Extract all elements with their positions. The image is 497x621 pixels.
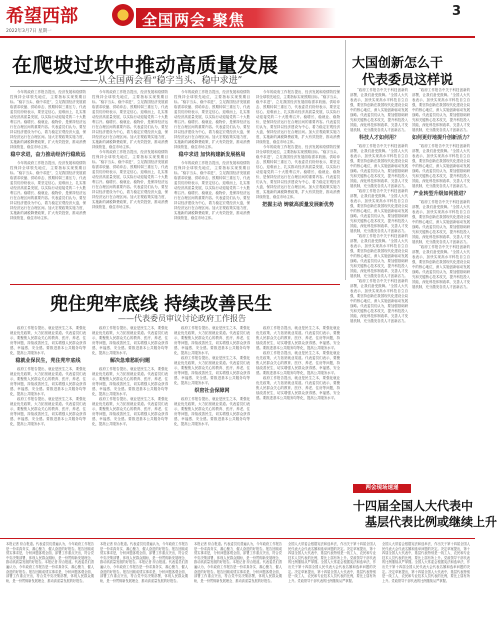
side-subhead-1: 科技人才如何用？ xyxy=(358,135,399,141)
section-title: 全国两会·聚焦 xyxy=(142,11,245,29)
second-subhead-2: 解决急难愁盼问题 xyxy=(109,358,150,364)
column-divider xyxy=(345,40,346,280)
second-subhead-1: 稳就业保民生，兜住兜牢底线 xyxy=(15,358,81,364)
lead-column-4: 今年的政府工作报告提出，经济发展和疫情防控保持全球领先地位，主要指标实现预期目标。“稳字当头、稳中求进”，立足我国经济发展面临需求收缩、供给冲击、预期转弱三重压力，代表委员们纷纷表示，要坚定信心、迎难而上，扎实推动经济高质量发展，以实际行动迎接党的二十大胜利召开。稳增长、稳就业、稳物价，是保持经济运行在合理区间的重要内容。代表委员们认为，要坚持以经济建设为中心，着力稳定宏观经济大盘，保持经济运行在合理区间。加大宏观政策实施力度，实施新的减税降费政策，扩大有效投资，推动消费持续恢复，稳住市场主体。 今年的政府工作报告提出，经济发展和疫情防控保持全球领先地位，主要指标实现预期目标。“稳字当头、稳中求进”，立足我国经济发展面临需求收缩、供给冲击、预期转弱三重压力，代表委员们纷纷表示，要坚定信心、迎难而上，扎实推动经济高质量发展，以实际行动迎接党的二十大胜利召开。稳增长、稳就业、稳物价，是保持经济运行在合理区间的重要内容。代表委员们认为，要坚持以经济建设为中心，着力稳定宏观经济大盘，保持经济运行在合理区间。加大宏观政策实施力度，实施新的减税降费政策，扩大有效投资，推动消费持续恢复，稳住市场主体。 把握主动 铸就高质量发展新优势 xyxy=(256,90,340,208)
side-subhead-3: 产业转型升级如何推进？ xyxy=(413,191,469,197)
side-headline-line1: 大国创新怎么干 xyxy=(352,56,444,71)
lower-column-5: 全国人大常委会根据宪法和选举法，作出关于第十四届全国人民代表大会代表名额和选举问题的决定。决定草案提出，第十四届全国人大代表中，基层代表特别是一线工人、农民和专业技术人员代表的比例，要比上届有所上升。党政领导干部代表的比例继续从严掌握。全国人大常委会根据宪法和选举法，作出关于第十四届全国人民代表大会代表名额和选举问题的决定。决定草案提出，第十四届全国人大代表中，基层代表特别是一线工人、农民和专业技术人员代表的比例，要比上届有所上升。党政领导干部代表的比例继续从严掌握。 xyxy=(382,542,471,583)
lead-subhead-2: 稳中求进 加快构建新发展格局 xyxy=(178,152,246,158)
section-divider xyxy=(10,284,340,285)
lower-column-1: 本报记者 综合报道。代表委员们普遍认为，今年政府工作报告是一份求真务实、凝心聚力、催人奋进的好报告。报告回顾成绩实事求是，分析问题客观全面，部署工作重点突出，符合党中央决策部署，体现人民群众期盼，是一份贯彻新发展理念、推动高质量发展的好报告。本报记者 综合报道。代表委员们普遍认为，今年政府工作报告是一份求真务实、凝心聚力、催人奋进的好报告。报告回顾成绩实事求是，分析问题客观全面，部署工作重点突出，符合党中央决策部署，体现人民群众期盼，是一份贯彻新发展理念、推动高质量发展的好报告。 xyxy=(6,542,95,583)
lower-column-4: 全国人大常委会根据宪法和选举法，作出关于第十四届全国人民代表大会代表名额和选举问题的决定。决定草案提出，第十四届全国人大代表中，基层代表特别是一线工人、农民和专业技术人员代表的比例，要比上届有所上升。党政领导干部代表的比例继续从严掌握。全国人大常委会根据宪法和选举法，作出关于第十四届全国人民代表大会代表名额和选举问题的决定。决定草案提出，第十四届全国人大代表中，基层代表特别是一线工人、农民和专业技术人员代表的比例，要比上届有所上升。党政领导干部代表的比例继续从严掌握。 xyxy=(288,542,377,583)
emblem-icon xyxy=(112,4,134,26)
lead-column-1: 今年的政府工作报告提出，经济发展和疫情防控保持全球领先地位，主要指标实现预期目标。“稳字当头、稳中求进”，立足我国经济发展面临需求收缩、供给冲击、预期转弱三重压力，代表委员们纷纷表示，要坚定信心、迎难而上，扎实推动经济高质量发展，以实际行动迎接党的二十大胜利召开。稳增长、稳就业、稳物价，是保持经济运行在合理区间的重要内容。代表委员们认为，要坚持以经济建设为中心，着力稳定宏观经济大盘，保持经济运行在合理区间。加大宏观政策实施力度，实施新的减税降费政策，扩大有效投资，推动消费持续恢复，稳住市场主体。 稳中求进，奋力推动经济行稳致远 今年的政府工作报告提出，经济发展和疫情防控保持全球领先地位，主要指标实现预期目标。“稳字当头、稳中求进”，立足我国经济发展面临需求收缩、供给冲击、预期转弱三重压力，代表委员们纷纷表示，要坚定信心、迎难而上，扎实推动经济高质量发展，以实际行动迎接党的二十大胜利召开。稳增长、稳就业、稳物价，是保持经济运行在合理区间的重要内容。代表委员们认为，要坚持以经济建设为中心，着力稳定宏观经济大盘，保持经济运行在合理区间。加大宏观政策实施力度，实施新的减税降费政策，扩大有效投资，推动消费持续恢复，稳住市场主体。 xyxy=(10,90,86,220)
newspaper-logo: 希望西部 xyxy=(6,6,78,27)
masthead-rule xyxy=(0,36,475,38)
news-brief-badge: 两会现场速递 xyxy=(353,484,411,493)
second-column-1: 政府工作报告提出，就业是民生之本，要强化就业优先政策，大力拓宽就业渠道。代表委员们表示，要聚焦人民群众关心的教育、医疗、养老、住房等问题，持续改善民生，切实增强人民群众获得感、幸福感、安全感。要推进基本公共服务均等化，提高公共服务水平。 稳就业保民生，兜住兜牢底线 政府工作报告提出，就业是民生之本，要强化就业优先政策，大力拓宽就业渠道。代表委员们表示，要聚焦人民群众关心的教育、医疗、养老、住房等问题，持续改善民生，切实增强人民群众获得感、幸福感、安全感。要推进基本公共服务均等化，提高公共服务水平。 政府工作报告提出，就业是民生之本，要强化就业优先政策，大力拓宽就业渠道。代表委员们表示，要聚焦人民群众关心的教育、医疗、养老、住房等问题，持续改善民生，切实增强人民群众获得感、幸福感、安全感。要推进基本公共服务均等化，提高公共服务水平。 xyxy=(10,326,86,426)
lower-column-3: 本报记者 综合报道。代表委员们普遍认为，今年政府工作报告是一份求真务实、凝心聚力、催人奋进的好报告。报告回顾成绩实事求是，分析问题客观全面，部署工作重点突出，符合党中央决策部署，体现人民群众期盼，是一份贯彻新发展理念、推动高质量发展的好报告。本报记者 综合报道。代表委员们普遍认为，今年政府工作报告是一份求真务实、凝心聚力、催人奋进的好报告。报告回顾成绩实事求是，分析问题客观全面，部署工作重点突出，符合党中央决策部署，体现人民群众期盼，是一份贯彻新发展理念、推动高质量发展的好报告。 xyxy=(194,542,283,583)
lead-subhead-3: 把握主动 铸就高质量发展新优势 xyxy=(262,202,334,208)
second-headline: 兜住兜牢底线 持续改善民生 xyxy=(50,294,273,315)
dateline: 2022年3月7日 星期一 xyxy=(6,29,52,34)
side-headline-line2: 代表委员这样说 xyxy=(362,73,454,88)
side-subhead-2: 如何更好地提升创新活力？ xyxy=(412,135,473,141)
second-column-4: 政府工作报告提出，就业是民生之本，要强化就业优先政策，大力拓宽就业渠道。代表委员们表示，要聚焦人民群众关心的教育、医疗、养老、住房等问题，持续改善民生，切实增强人民群众获得感、幸福感、安全感。要推进基本公共服务均等化，提高公共服务水平。 政府工作报告提出，就业是民生之本，要强化就业优先政策，大力拓宽就业渠道。代表委员们表示，要聚焦人民群众关心的教育、医疗、养老、住房等问题，持续改善民生，切实增强人民群众获得感、幸福感、安全感。要推进基本公共服务均等化，提高公共服务水平。 政府工作报告提出，就业是民生之本，要强化就业优先政策，大力拓宽就业渠道。代表委员们表示，要聚焦人民群众关心的教育、医疗、养老、住房等问题，持续改善民生，切实增强人民群众获得感、幸福感、安全感。要推进基本公共服务均等化，提高公共服务水平。 xyxy=(256,326,340,400)
side-column-1: “政府工作报告中关于科技创新的部署，让我们备受鼓舞。”全国人大代表表示，加快实现高水平科技自立自强，要坚持创新在我国现代化建设全局中的核心地位，深入实施创新驱动发展战略。代表委员们认为，要加强基础研究和关键核心技术攻关，提升科技投入效能，深化科技体制改革，完善人才发展机制，充分激发各类人才创新活力。 科技人才如何用？ “政府工作报告中关于科技创新的部署，让我们备受鼓舞。”全国人大代表表示，加快实现高水平科技自立自强，要坚持创新在我国现代化建设全局中的核心地位，深入实施创新驱动发展战略。代表委员们认为，要加强基础研究和关键核心技术攻关，提升科技投入效能，深化科技体制改革，完善人才发展机制，充分激发各类人才创新活力。 “政府工作报告中关于科技创新的部署，让我们备受鼓舞。”全国人大代表表示，加快实现高水平科技自立自强，要坚持创新在我国现代化建设全局中的核心地位，深入实施创新驱动发展战略。代表委员们认为，要加强基础研究和关键核心技术攻关，提升科技投入效能，深化科技体制改革，完善人才发展机制，充分激发各类人才创新活力。 “政府工作报告中关于科技创新的部署，让我们备受鼓舞。”全国人大代表表示，加快实现高水平科技自立自强，要坚持创新在我国现代化建设全局中的核心地位，深入实施创新驱动发展战略。代表委员们认为，要加强基础研究和关键核心技术攻关，提升科技投入效能，深化科技体制改革，完善人才发展机制，充分激发各类人才创新活力。 “政府工作报告中关于科技创新的部署，让我们备受鼓舞。”全国人大代表表示，加快实现高水平科技自立自强，要坚持创新在我国现代化建设全局中的核心地位，深入实施创新驱动发展战略。代表委员们认为，要加强基础研究和关键核心技术攻关，提升科技投入效能，深化科技体制改革，完善人才发展机制，充分激发各类人才创新活力。 xyxy=(350,88,408,323)
divider xyxy=(10,86,340,87)
second-column-2: 政府工作报告提出，就业是民生之本，要强化就业优先政策，大力拓宽就业渠道。代表委员们表示，要聚焦人民群众关心的教育、医疗、养老、住房等问题，持续改善民生，切实增强人民群众获得感、幸福感、安全感。要推进基本公共服务均等化，提高公共服务水平。 解决急难愁盼问题 政府工作报告提出，就业是民生之本，要强化就业优先政策，大力拓宽就业渠道。代表委员们表示，要聚焦人民群众关心的教育、医疗、养老、住房等问题，持续改善民生，切实增强人民群众获得感、幸福感、安全感。要推进基本公共服务均等化，提高公共服务水平。 政府工作报告提出，就业是民生之本，要强化就业优先政策，大力拓宽就业渠道。代表委员们表示，要聚焦人民群众关心的教育、医疗、养老、住房等问题，持续改善民生，切实增强人民群众获得感、幸福感、安全感。要推进基本公共服务均等化，提高公共服务水平。 xyxy=(92,326,168,426)
lead-subhead-1: 稳中求进，奋力推动经济行稳致远 xyxy=(10,152,86,158)
lower-column-2: 本报记者 综合报道。代表委员们普遍认为，今年政府工作报告是一份求真务实、凝心聚力、催人奋进的好报告。报告回顾成绩实事求是，分析问题客观全面，部署工作重点突出，符合党中央决策部署，体现人民群众期盼，是一份贯彻新发展理念、推动高质量发展的好报告。本报记者 综合报道。代表委员们普遍认为，今年政府工作报告是一份求真务实、凝心聚力、催人奋进的好报告。报告回顾成绩实事求是，分析问题客观全面，部署工作重点突出，符合党中央决策部署，体现人民群众期盼，是一份贯彻新发展理念、推动高质量发展的好报告。 xyxy=(100,542,189,583)
second-subheadline: ——代表委员审议讨论政府工作报告 xyxy=(118,314,246,323)
news-brief-headline-line2: 基层代表比例或继续上升 xyxy=(365,515,497,529)
news-brief-headline-line1: 十四届全国人大代表中 xyxy=(353,499,474,513)
lead-column-3: 今年的政府工作报告提出，经济发展和疫情防控保持全球领先地位，主要指标实现预期目标。“稳字当头、稳中求进”，立足我国经济发展面临需求收缩、供给冲击、预期转弱三重压力，代表委员们纷纷表示，要坚定信心、迎难而上，扎实推动经济高质量发展，以实际行动迎接党的二十大胜利召开。稳增长、稳就业、稳物价，是保持经济运行在合理区间的重要内容。代表委员们认为，要坚持以经济建设为中心，着力稳定宏观经济大盘，保持经济运行在合理区间。加大宏观政策实施力度，实施新的减税降费政策，扩大有效投资，推动消费持续恢复，稳住市场主体。 稳中求进 加快构建新发展格局 今年的政府工作报告提出，经济发展和疫情防控保持全球领先地位，主要指标实现预期目标。“稳字当头、稳中求进”，立足我国经济发展面临需求收缩、供给冲击、预期转弱三重压力，代表委员们纷纷表示，要坚定信心、迎难而上，扎实推动经济高质量发展，以实际行动迎接党的二十大胜利召开。稳增长、稳就业、稳物价，是保持经济运行在合理区间的重要内容。代表委员们认为，要坚持以经济建设为中心，着力稳定宏观经济大盘，保持经济运行在合理区间。加大宏观政策实施力度，实施新的减税降费政策，扩大有效投资，推动消费持续恢复，稳住市场主体。 xyxy=(174,90,250,220)
page-number: 3 xyxy=(452,4,462,19)
second-subhead-3: 织密社会保障网 xyxy=(194,388,230,394)
lead-headline: 在爬坡过坎中推动高质量发展 xyxy=(12,53,279,77)
side-column-2: “政府工作报告中关于科技创新的部署，让我们备受鼓舞。”全国人大代表表示，加快实现高水平科技自立自强，要坚持创新在我国现代化建设全局中的核心地位，深入实施创新驱动发展战略。代表委员们认为，要加强基础研究和关键核心技术攻关，提升科技投入效能，深化科技体制改革，完善人才发展机制，充分激发各类人才创新活力。 如何更好地提升创新活力？ “政府工作报告中关于科技创新的部署，让我们备受鼓舞。”全国人大代表表示，加快实现高水平科技自立自强，要坚持创新在我国现代化建设全局中的核心地位，深入实施创新驱动发展战略。代表委员们认为，要加强基础研究和关键核心技术攻关，提升科技投入效能，深化科技体制改革，完善人才发展机制，充分激发各类人才创新活力。 产业转型升级如何推进？ “政府工作报告中关于科技创新的部署，让我们备受鼓舞。”全国人大代表表示，加快实现高水平科技自立自强，要坚持创新在我国现代化建设全局中的核心地位，深入实施创新驱动发展战略。代表委员们认为，要加强基础研究和关键核心技术攻关，提升科技投入效能，深化科技体制改革，完善人才发展机制，充分激发各类人才创新活力。 “政府工作报告中关于科技创新的部署，让我们备受鼓舞。”全国人大代表表示，加快实现高水平科技自立自强，要坚持创新在我国现代化建设全局中的核心地位，深入实施创新驱动发展战略。代表委员们认为，要加强基础研究和关键核心技术攻关，提升科技投入效能，深化科技体制改革，完善人才发展机制，充分激发各类人才创新活力。 xyxy=(412,88,473,289)
lead-column-2: 今年的政府工作报告提出，经济发展和疫情防控保持全球领先地位，主要指标实现预期目标。“稳字当头、稳中求进”，立足我国经济发展面临需求收缩、供给冲击、预期转弱三重压力，代表委员们纷纷表示，要坚定信心、迎难而上，扎实推动经济高质量发展，以实际行动迎接党的二十大胜利召开。稳增长、稳就业、稳物价，是保持经济运行在合理区间的重要内容。代表委员们认为，要坚持以经济建设为中心，着力稳定宏观经济大盘，保持经济运行在合理区间。加大宏观政策实施力度，实施新的减税降费政策，扩大有效投资，推动消费持续恢复，稳住市场主体。 今年的政府工作报告提出，经济发展和疫情防控保持全球领先地位，主要指标实现预期目标。“稳字当头、稳中求进”，立足我国经济发展面临需求收缩、供给冲击、预期转弱三重压力，代表委员们纷纷表示，要坚定信心、迎难而上，扎实推动经济高质量发展，以实际行动迎接党的二十大胜利召开。稳增长、稳就业、稳物价，是保持经济运行在合理区间的重要内容。代表委员们认为，要坚持以经济建设为中心，着力稳定宏观经济大盘，保持经济运行在合理区间。加大宏观政策实施力度，实施新的减税降费政策，扩大有效投资，推动消费持续恢复，稳住市场主体。 xyxy=(92,90,168,209)
lead-subheadline: ——从全国两会看“稳字当头、稳中求进” xyxy=(80,76,243,86)
second-column-3: 政府工作报告提出，就业是民生之本，要强化就业优先政策，大力拓宽就业渠道。代表委员们表示，要聚焦人民群众关心的教育、医疗、养老、住房等问题，持续改善民生，切实增强人民群众获得感、幸福感、安全感。要推进基本公共服务均等化，提高公共服务水平。 政府工作报告提出，就业是民生之本，要强化就业优先政策，大力拓宽就业渠道。代表委员们表示，要聚焦人民群众关心的教育、医疗、养老、住房等问题，持续改善民生，切实增强人民群众获得感、幸福感、安全感。要推进基本公共服务均等化，提高公共服务水平。 织密社会保障网 政府工作报告提出，就业是民生之本，要强化就业优先政策，大力拓宽就业渠道。代表委员们表示，要聚焦人民群众关心的教育、医疗、养老、住房等问题，持续改善民生，切实增强人民群众获得感、幸福感、安全感。要推进基本公共服务均等化，提高公共服务水平。 xyxy=(174,326,250,426)
